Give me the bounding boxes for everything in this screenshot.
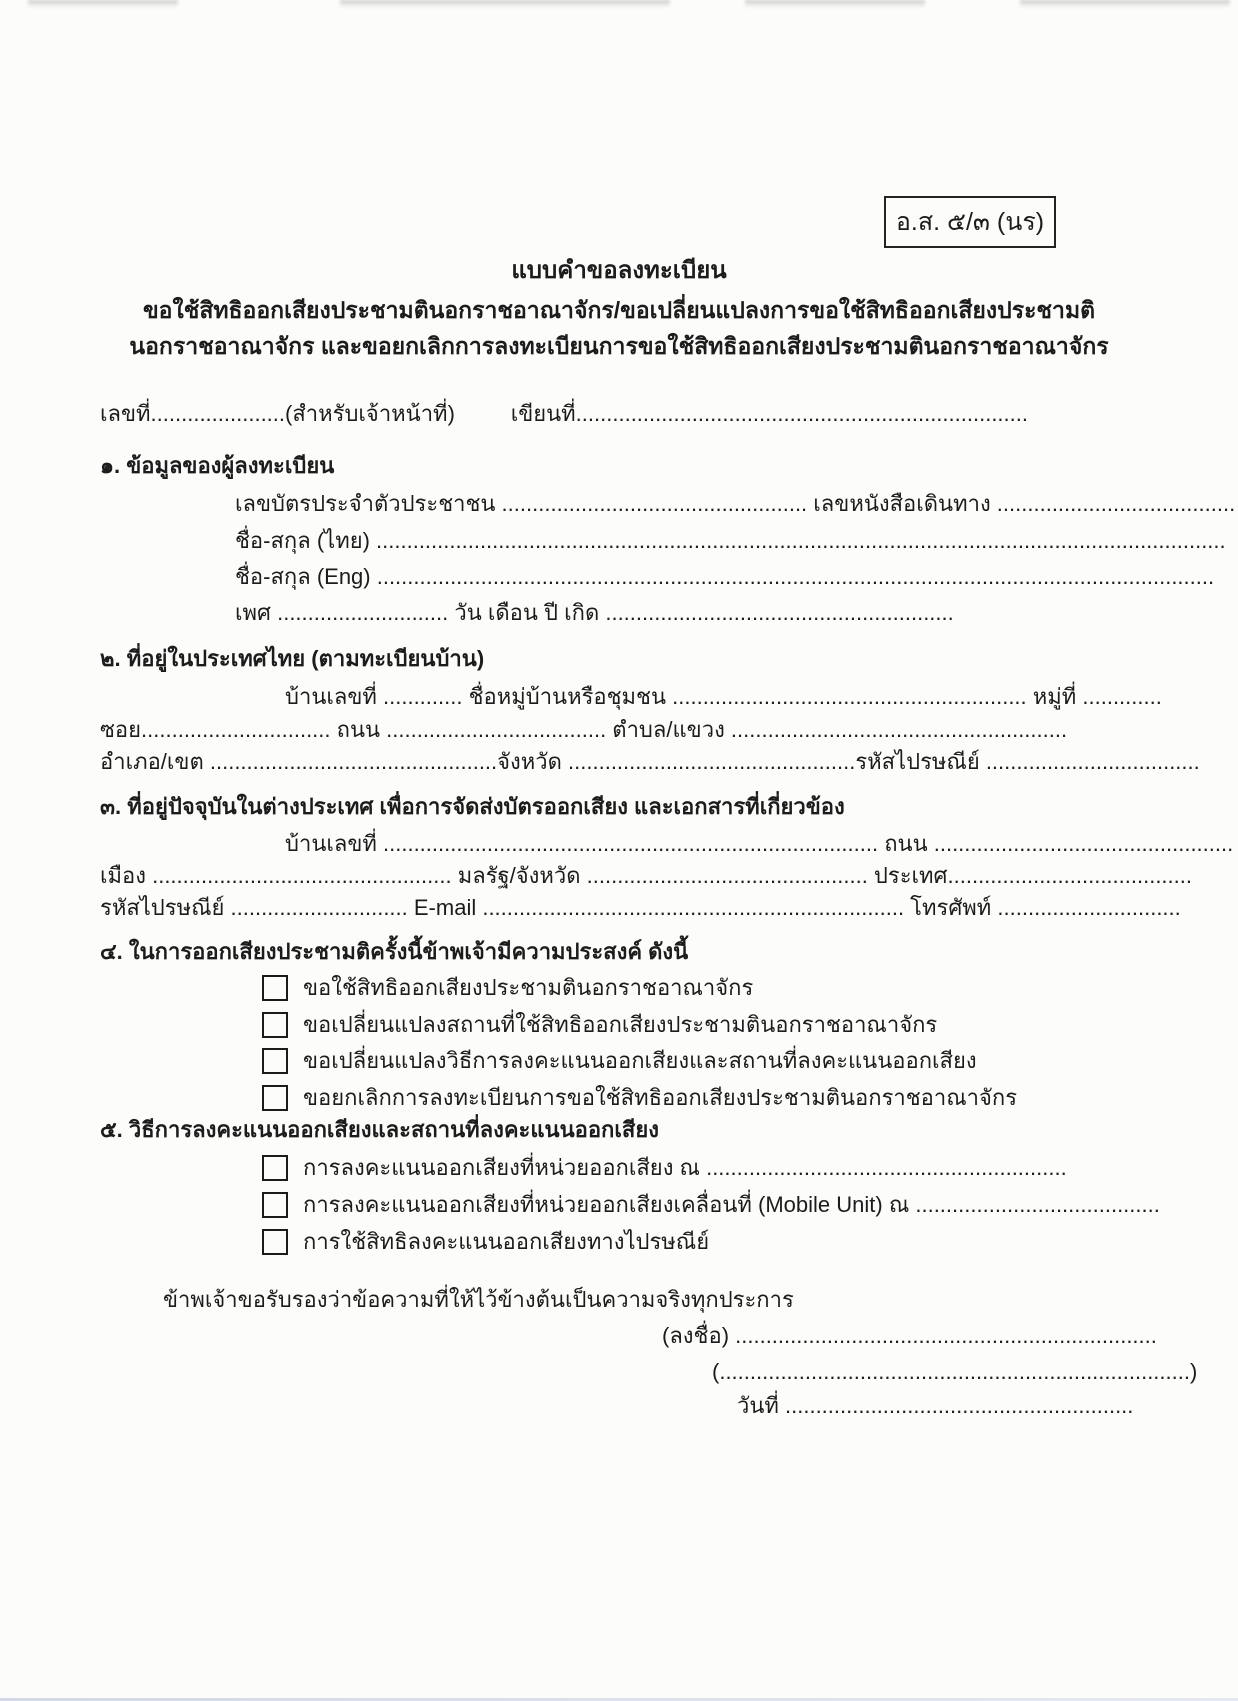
- signature-line: (ลงชื่อ) .....................................................................: [662, 1323, 1157, 1348]
- option-label: ขอเปลี่ยนแปลงวิธีการลงคะแนนออกเสียงและสถานที่ลงคะแนนออกเสียง: [303, 1048, 977, 1073]
- abroad-postcode-email-phone-field: รหัสไปรษณีย์ ............................. E-mail ..................................................................... โทรศัพท์ ..............................: [100, 895, 1181, 920]
- form-subtitle-line2: นอกราชอาณาจักร และขอยกเลิกการลงทะเบียนการขอใช้สิทธิออกเสียงประชามตินอกราชอาณาจักร: [129, 333, 1109, 359]
- option-change-place: [262, 1007, 937, 1042]
- header-row: [100, 400, 1028, 428]
- abroad-city-state-country-field: เมือง ................................................. มลรัฐ/จังหวัด .............................................. ประเทศ........................................: [100, 863, 1192, 888]
- option-cancel-registration: [262, 1080, 1017, 1115]
- checkbox-cancel-registration[interactable]: [262, 1085, 288, 1111]
- option-use-right-abroad: [262, 970, 753, 1005]
- signature-name-line: (.............................................................................): [712, 1359, 1198, 1384]
- section4-heading: ๔. ในการออกเสียงประชามติครั้งนี้ข้าพเจ้ามีความประสงค์ ดังนี้: [100, 939, 689, 964]
- signature-date-line: วันที่ .........................................................: [737, 1393, 1134, 1418]
- section5-heading: ๕. วิธีการลงคะแนนออกเสียงและสถานที่ลงคะแนนออกเสียง: [100, 1117, 659, 1142]
- doc-number-field: เลขที่......................(สำหรับเจ้าหน้าที่): [100, 401, 455, 426]
- section1-heading: ๑. ข้อมูลของผู้ลงทะเบียน: [100, 453, 335, 478]
- checkbox-vote-at-polling-unit[interactable]: [262, 1155, 288, 1181]
- scan-artifact: [340, 0, 670, 9]
- option-label: ขอเปลี่ยนแปลงสถานที่ใช้สิทธิออกเสียงประชามตินอกราชอาณาจักร: [303, 1012, 938, 1037]
- option-vote-by-post: [262, 1224, 709, 1259]
- house-no-village-field: บ้านเลขที่ ............. ชื่อหมู่บ้านหรือชุมชน .......................................................... หมู่ที่ .............: [285, 684, 1162, 709]
- option-vote-mobile-unit: [262, 1187, 1160, 1222]
- checkbox-change-method[interactable]: [262, 1048, 288, 1074]
- form-title: แบบคำขอลงทะเบียน: [511, 257, 727, 284]
- checkbox-vote-mobile-unit[interactable]: [262, 1192, 288, 1218]
- name-eng-field: ชื่อ-สกุล (Eng) .........................................................................................................................................: [235, 564, 1215, 589]
- abroad-house-no-road-field: บ้านเลขที่ ................................................................................. ถนน .................................................: [285, 831, 1234, 856]
- soi-road-subdistrict-field: ซอย............................... ถนน .................................... ตำบล/แขวง .......................................................: [100, 717, 1068, 742]
- scan-artifact: [1020, 0, 1230, 9]
- section2-heading: ๒. ที่อยู่ในประเทศไทย (ตามทะเบียนบ้าน): [100, 646, 485, 671]
- checkbox-vote-by-post[interactable]: [262, 1229, 288, 1255]
- option-vote-at-polling-unit: [262, 1150, 1067, 1185]
- checkbox-change-place[interactable]: [262, 1012, 288, 1038]
- form-code: อ.ส. ๕/๓ (นร): [895, 208, 1045, 236]
- written-at-field: เขียนที่..........................................................................: [510, 401, 1028, 426]
- option-label: การใช้สิทธิลงคะแนนออกเสียงทางไปรษณีย์: [303, 1229, 710, 1254]
- scan-artifact: [745, 0, 925, 9]
- sex-birthdate-field: เพศ ............................ วัน เดือน ปี เกิด .........................................................: [235, 600, 954, 625]
- section3-heading: ๓. ที่อยู่ปัจจุบันในต่างประเทศ เพื่อการจัดส่งบัตรออกเสียง และเอกสารที่เกี่ยวข้อง: [100, 794, 845, 819]
- checkbox-use-right-abroad[interactable]: [262, 975, 288, 1001]
- scan-artifact: [28, 0, 178, 9]
- national-id-passport-field: เลขบัตรประจำตัวประชาชน .................................................. เลขหนังสือเดินทาง .......................................: [235, 491, 1236, 516]
- form-subtitle-line1: ขอใช้สิทธิออกเสียงประชามตินอกราชอาณาจักร/ขอเปลี่ยนแปลงการขอใช้สิทธิออกเสียงประชามติ: [142, 297, 1096, 323]
- option-change-method: [262, 1043, 977, 1078]
- name-thai-field: ชื่อ-สกุล (ไทย) ...........................................................................................................................................: [235, 528, 1226, 553]
- option-label: การลงคะแนนออกเสียงที่หน่วยออกเสียง ณ ...........................................................: [303, 1155, 1067, 1180]
- form-code-box: [884, 196, 1056, 248]
- declaration-statement: ข้าพเจ้าขอรับรองว่าข้อความที่ให้ไว้ข้างต้นเป็นความจริงทุกประการ: [163, 1287, 794, 1312]
- option-label: การลงคะแนนออกเสียงที่หน่วยออกเสียงเคลื่อนที่ (Mobile Unit) ณ ........................................: [303, 1192, 1160, 1217]
- option-label: ขอยกเลิกการลงทะเบียนการขอใช้สิทธิออกเสียงประชามตินอกราชอาณาจักร: [303, 1085, 1018, 1110]
- district-province-postcode-field: อำเภอ/เขต ...............................................จังหวัด ...............................................รหัสไปรษณีย์ ...................................: [100, 749, 1200, 774]
- option-label: ขอใช้สิทธิออกเสียงประชามตินอกราชอาณาจักร: [303, 975, 754, 1000]
